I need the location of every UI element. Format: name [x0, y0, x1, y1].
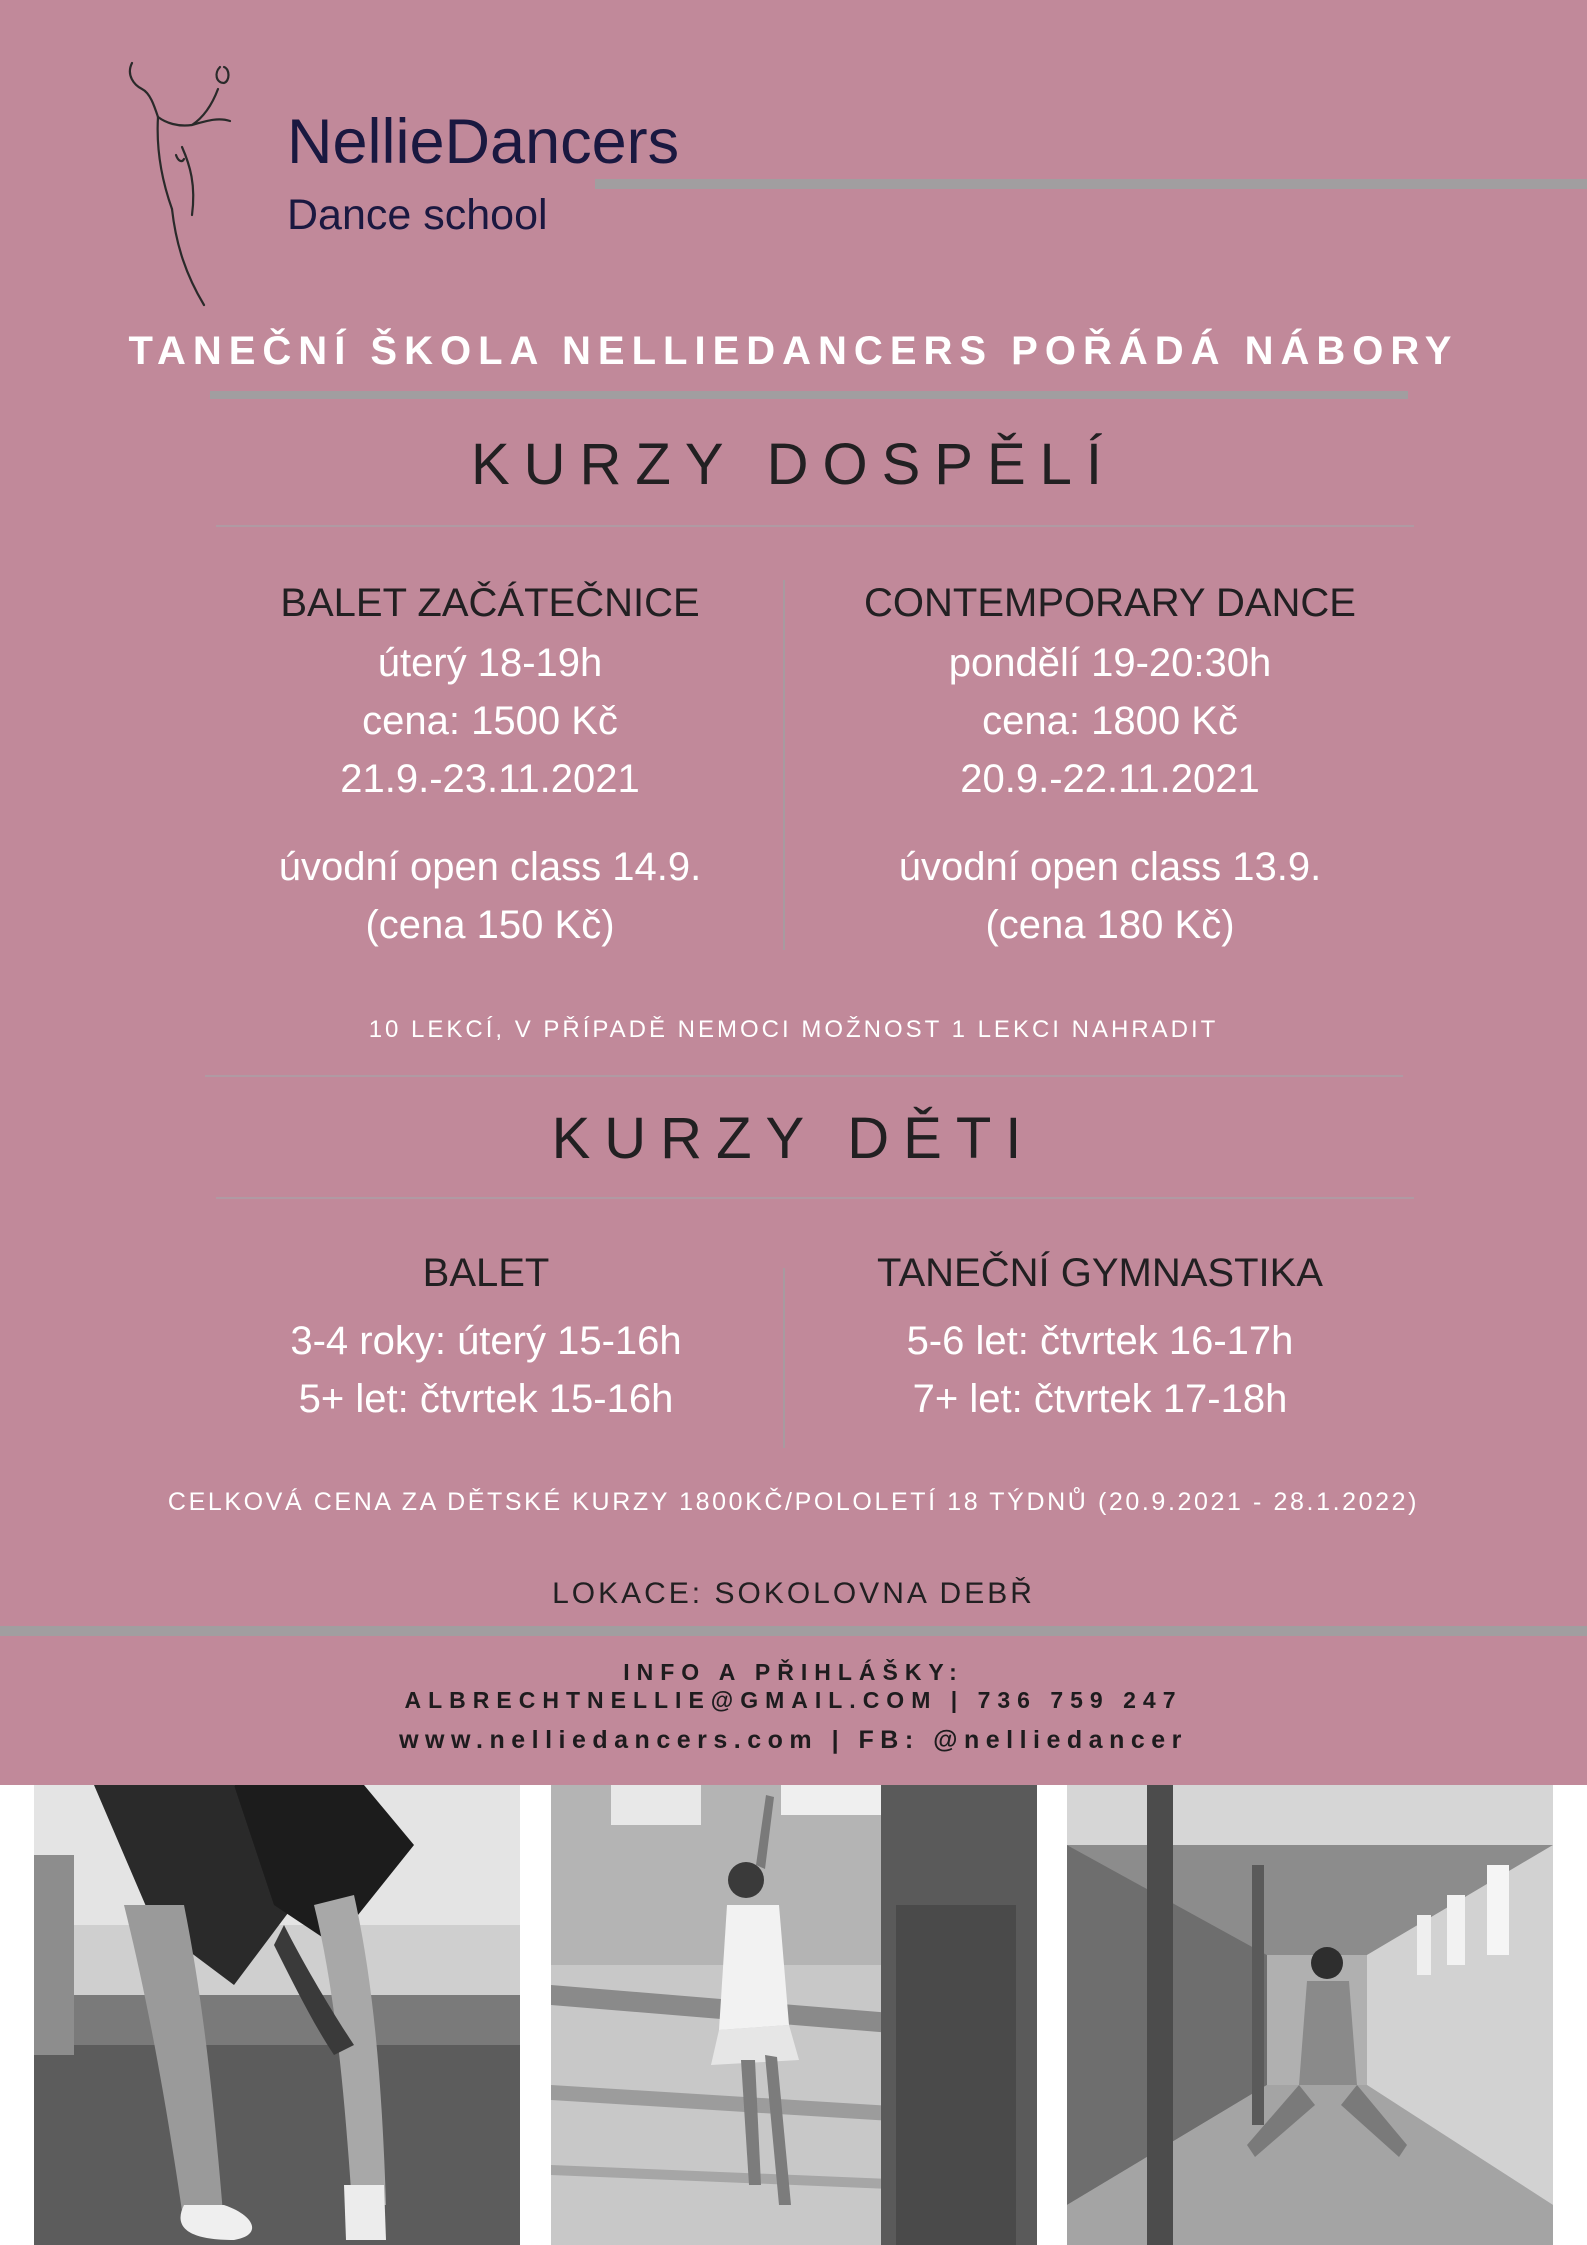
- course-schedule: 5+ let: čtvrtek 15-16h: [298, 1377, 674, 1421]
- adults-column-divider: [783, 580, 785, 950]
- course-dates: 21.9.-23.11.2021: [340, 757, 640, 801]
- location-divider: [0, 1626, 1587, 1636]
- kids-note: CELKOVÁ CENA ZA DĚTSKÉ KURZY 1800KČ/POLOLETÍ 18 TÝDNŮ (20.9.2021 - 28.1.2022): [167, 1488, 1420, 1516]
- adults-title-rule: [216, 525, 1414, 527]
- headline: TANEČNÍ ŠKOLA NELLIEDANCERS POŘÁDÁ NÁBORY: [128, 329, 1459, 373]
- adults-title: KURZY DOSPĚLÍ: [470, 432, 1117, 497]
- open-class-price: (cena 150 Kč): [365, 903, 615, 947]
- photo-ballerina-ruins: [551, 1785, 1037, 2245]
- open-class-price: (cena 180 Kč): [985, 903, 1235, 947]
- kids-course-ballet: [186, 1242, 786, 1428]
- header-divider: [595, 179, 1587, 189]
- course-schedule: úterý 18-19h: [377, 641, 603, 685]
- contact-web-fb: www.nelliedancers.com | FB: @nelliedancer: [399, 1726, 1188, 1754]
- open-class: úvodní open class 13.9.: [898, 845, 1322, 889]
- photo-dancer-hall: [1067, 1785, 1553, 2245]
- course-name: BALET ZAČÁTEČNICE: [280, 581, 700, 625]
- contact-heading: INFO A PŘIHLÁŠKY:: [623, 1659, 964, 1685]
- course-name: BALET: [422, 1251, 550, 1295]
- course-price: cena: 1800 Kč: [982, 699, 1238, 743]
- course-schedule: 3-4 roky: úterý 15-16h: [290, 1319, 682, 1363]
- course-schedule: pondělí 19-20:30h: [948, 641, 1272, 685]
- course-name: CONTEMPORARY DANCE: [864, 581, 1356, 625]
- photo-pointe-shoes: [34, 1785, 520, 2245]
- course-price: cena: 1500 Kč: [362, 699, 618, 743]
- course-schedule: 5-6 let: čtvrtek 16-17h: [906, 1319, 1294, 1363]
- contact-block: [0, 1658, 1587, 1756]
- headline-divider: [210, 391, 1408, 399]
- brand-name: NellieDancers: [287, 107, 680, 177]
- open-class: úvodní open class 14.9.: [278, 845, 702, 889]
- kids-title: KURZY DĚTI: [551, 1106, 1036, 1171]
- course-schedule: 7+ let: čtvrtek 17-18h: [912, 1377, 1288, 1421]
- location: LOKACE: SOKOLOVNA DEBŘ: [552, 1577, 1035, 1610]
- adult-course-contemporary: [810, 572, 1410, 954]
- kids-column-divider: [783, 1268, 785, 1448]
- adult-course-ballet: [190, 572, 790, 954]
- kids-course-gymnastics: [800, 1242, 1400, 1428]
- course-dates: 20.9.-22.11.2021: [960, 757, 1260, 801]
- course-name: TANEČNÍ GYMNASTIKA: [877, 1251, 1323, 1295]
- adults-note: 10 LEKCÍ, V PŘÍPADĚ NEMOCI MOŽNOST 1 LEKCI NAHRADIT: [368, 1016, 1219, 1043]
- kids-title-rule: [216, 1197, 1414, 1199]
- dancer-logo-icon: [120, 55, 270, 310]
- brand-tagline: Dance school: [287, 191, 548, 239]
- contact-email-phone: ALBRECHTNELLIE@GMAIL.COM | 736 759 247: [404, 1687, 1183, 1713]
- adults-note-rule: [205, 1075, 1403, 1077]
